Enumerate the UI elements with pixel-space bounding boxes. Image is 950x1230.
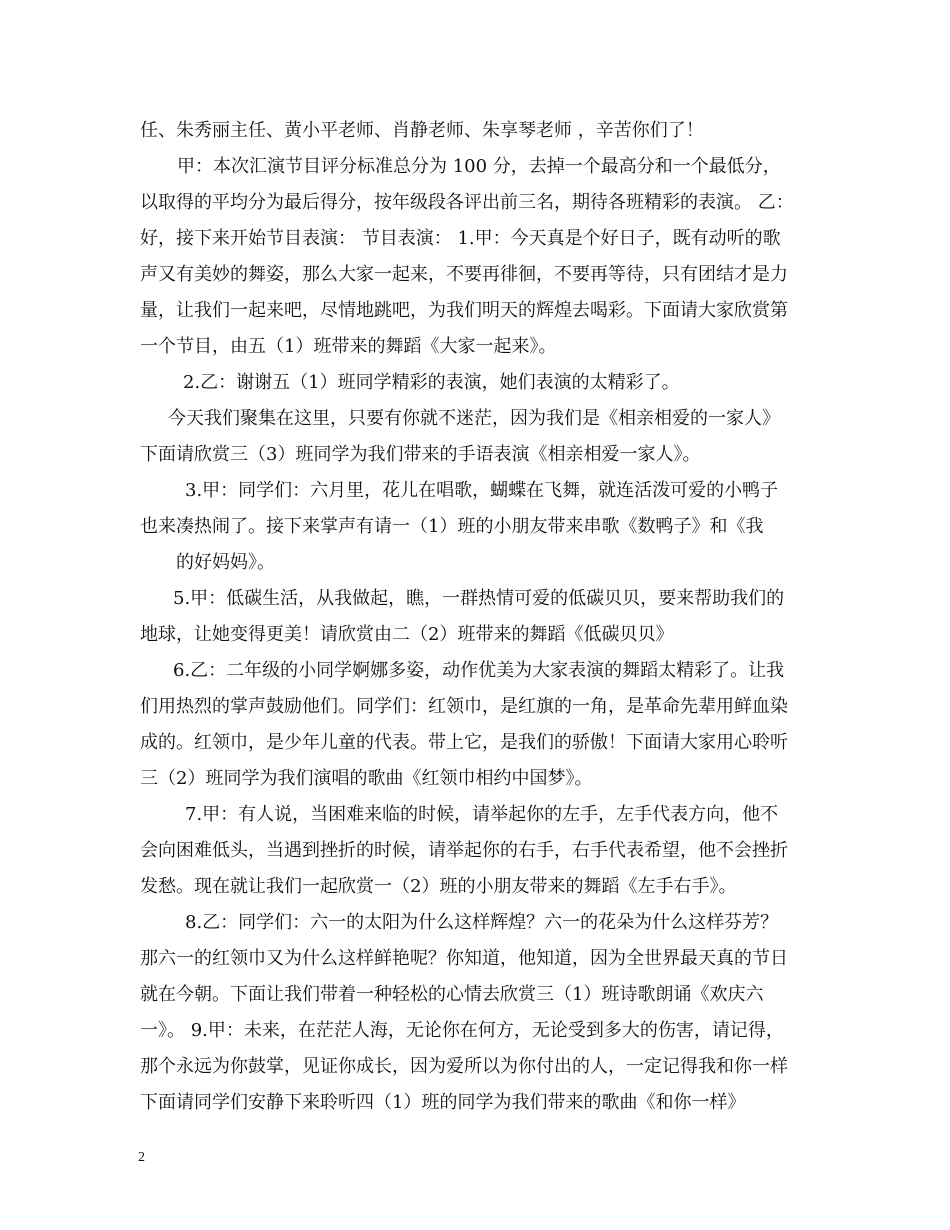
text-line: 2.乙：谢谢五（1）班同学精彩的表演，她们表演的太精彩了。 [183, 372, 680, 393]
text-line: 发愁。现在就让我们一起欣赏一（2）班的小朋友带来的舞蹈《左手右手》。 [140, 876, 737, 897]
text-line: 地球，让她变得更美！请欣赏由二（2）班带来的舞蹈《低碳贝贝》 [140, 624, 674, 645]
text-line: 今天我们聚集在这里，只要有你就不迷茫，因为我们是《相亲相爱的一家人》 [168, 408, 780, 429]
text-line: 下面请同学们安静下来聆听四（1）班的同学为我们带来的歌曲《和你一样》 [140, 1092, 746, 1113]
text-line: 甲：本次汇演节目评分标准总分为 100 分，去掉一个最高分和一个最低分， [177, 156, 781, 177]
text-line: 也来凑热闹了。接下来掌声有请一（1）班的小朋友带来串歌《数鸭子》和《我 [140, 516, 764, 537]
text-line: 就在今朝。下面让我们带着一种轻松的心情去欣赏三（1）班诗歌朗诵《欢庆六 [140, 984, 764, 1005]
text-line: 那六一的红领巾又为什么这样鲜艳呢？你知道，他知道，因为全世界最天真的节日 [140, 948, 788, 969]
text-line: 7.甲：有人说，当困难来临的时候，请举起你的左手，左手代表方向，他不 [185, 804, 779, 825]
text-line: 成的。红领巾，是少年儿童的代表。带上它，是我们的骄傲！下面请大家用心聆听 [140, 732, 788, 753]
text-line: 们用热烈的掌声鼓励他们。同学们：红领巾，是红旗的一角，是革命先辈用鲜血染 [140, 696, 788, 717]
text-line: 量，让我们一起来吧，尽情地跳吧，为我们明天的辉煌去喝彩。下面请大家欣赏第 [140, 300, 788, 321]
text-line: 下面请欣赏三（3）班同学为我们带来的手语表演《相亲相爱一家人》。 [140, 444, 701, 465]
page-number: 2 [138, 1150, 145, 1165]
text-line: 8.乙：同学们：六一的太阳为什么这样辉煌？六一的花朵为什么这样芬芳？ [185, 912, 779, 933]
text-line: 的好妈妈》。 [176, 552, 275, 573]
text-line: 那个永远为你鼓掌，见证你成长，因为爱所以为你付出的人，一定记得我和你一样 [140, 1056, 788, 1077]
text-line: 会向困难低头，当遇到挫折的时候，请举起你的右手，右手代表希望，他不会挫折 [140, 840, 788, 861]
text-line: 5.甲：低碳生活，从我做起，瞧，一群热情可爱的低碳贝贝，要来帮助我们的 [173, 588, 785, 609]
text-line: 6.乙：二年级的小同学婀娜多姿，动作优美为大家表演的舞蹈太精彩了。让我 [173, 660, 785, 681]
text-line: 一》。 9.甲：未来，在茫茫人海，无论你在何方，无论受到多大的伤害，请记得， [140, 1020, 784, 1041]
text-line: 声又有美妙的舞姿，那么大家一起来，不要再徘徊，不要再等待，只有团结才是力 [140, 264, 788, 285]
text-line: 好，接下来开始节目表演： 节目表演： 1.甲：今天真是个好日子，既有动听的歌 [140, 228, 781, 249]
text-line: 三（2）班同学为我们演唱的歌曲《红领巾相约中国梦》。 [140, 768, 593, 789]
text-line: 3.甲：同学们：六月里，花儿在唱歌，蝴蝶在飞舞，就连活泼可爱的小鸭子 [185, 480, 779, 501]
text-line: 一个节目，由五（1）班带来的舞蹈《大家一起来》。 [140, 336, 557, 357]
text-line: 任、朱秀丽主任、黄小平老师、肖静老师、朱享琴老师 ，辛苦你们了！ [140, 120, 704, 141]
text-line: 以取得的平均分为最后得分，按年级段各评出前三名，期待各班精彩的表演。 乙： [140, 192, 794, 213]
